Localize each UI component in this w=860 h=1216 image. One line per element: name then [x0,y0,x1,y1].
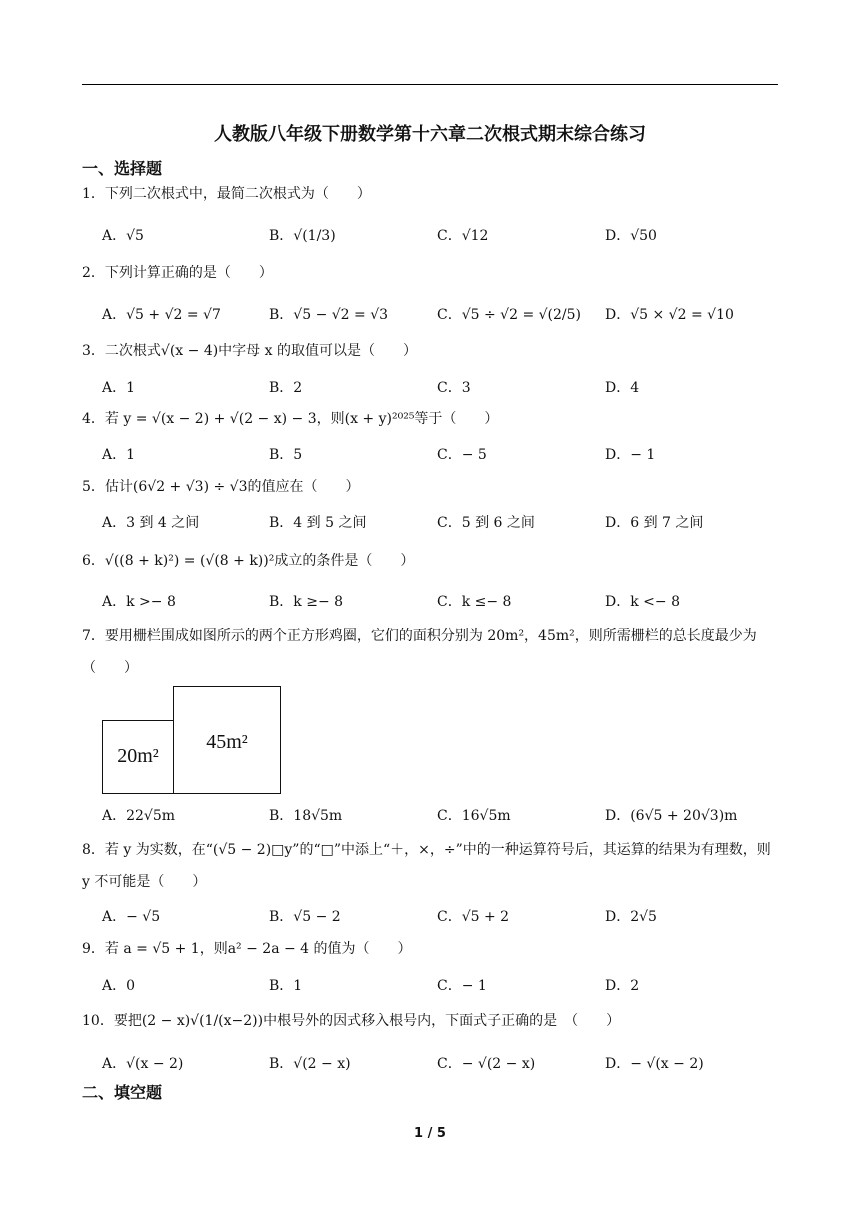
question-4: 4．若 y = √(x − 2) + √(2 − x) − 3，则(x + y)²⁰²⁵等于（ ） [82,411,499,427]
q6-option-c[interactable]: C．k ≤− 8 [437,594,512,610]
q4-option-c[interactable]: C．− 5 [437,447,487,463]
section-heading-fill: 二、填空题 [82,1083,163,1102]
section-heading-choice: 一、选择题 [82,159,163,178]
q2-option-b[interactable]: B．√5 − √2 = √3 [269,307,389,323]
squares-figure [102,686,282,794]
q6-option-d[interactable]: D．k <− 8 [605,594,680,610]
big-square-label: 45m² [206,731,248,753]
q9-option-d[interactable]: D．2 [605,978,640,994]
question-3: 3．二次根式√(x − 4)中字母 x 的取值可以是（ ） [82,343,417,359]
q4-option-a[interactable]: A．1 [102,447,136,463]
question-9: 9．若 a = √5 + 1，则a² − 2a − 4 的值为（ ） [82,941,412,957]
q10-option-d[interactable]: D．− √(x − 2) [605,1056,704,1072]
q3-option-a[interactable]: A．1 [102,380,136,396]
q10-option-a[interactable]: A．√(x − 2) [102,1056,184,1072]
small-square-label: 20m² [117,745,159,767]
question-7: 7．要用栅栏围成如图所示的两个正方形鸡圈，它们的面积分别为 20m²，45m²，则所需栅栏的总长度最少为（ ） [82,628,757,676]
q7-option-b[interactable]: B．18√5m [269,808,343,824]
q2-option-d[interactable]: D．√5 × √2 = √10 [605,307,734,323]
q5-option-c[interactable]: C．5 到 6 之间 [437,515,535,531]
q1-option-d[interactable]: D．√50 [605,228,657,244]
q5-option-d[interactable]: D．6 到 7 之间 [605,515,704,531]
q3-option-c[interactable]: C．3 [437,380,471,396]
q3-option-d[interactable]: D．4 [605,380,640,396]
q5-option-b[interactable]: B．4 到 5 之间 [269,515,367,531]
question-6: 6．√((8 + k)²) = (√(8 + k))²成立的条件是（ ） [82,553,415,569]
q4-option-b[interactable]: B．5 [269,447,303,463]
q8-option-c[interactable]: C．√5 + 2 [437,909,510,925]
question-8: 8．若 y 为实数，在“(√5 − 2)□y”的“□”中添上“＋，×，÷”中的一种运算符号后，其运算的结果为有理数，则 y 不可能是（ ） [82,842,771,890]
q8-option-a[interactable]: A．− √5 [102,909,161,925]
q1-option-a[interactable]: A．√5 [102,228,144,244]
q3-option-b[interactable]: B．2 [269,380,303,396]
q9-option-b[interactable]: B．1 [269,978,303,994]
q6-option-a[interactable]: A．k >− 8 [102,594,176,610]
question-10: 10．要把(2 − x)√(1/(x−2))中根号外的因式移入根号内，下面式子正确的是 （ ） [82,1013,621,1029]
q7-option-c[interactable]: C．16√5m [437,808,511,824]
q5-option-a[interactable]: A．3 到 4 之间 [102,515,200,531]
question-5: 5．估计(6√2 + √3) ÷ √3的值应在（ ） [82,479,360,495]
q7-option-d[interactable]: D．(6√5 + 20√3)m [605,808,738,824]
q4-option-d[interactable]: D．− 1 [605,447,656,463]
q9-option-c[interactable]: C．− 1 [437,978,487,994]
q1-option-c[interactable]: C．√12 [437,228,489,244]
header-rule [82,84,778,85]
big-square [173,686,281,794]
q10-option-b[interactable]: B．√(2 − x) [269,1056,351,1072]
page-indicator: 1 / 5 [414,1126,446,1141]
q1-option-b[interactable]: B．√(1/3) [269,228,336,244]
q2-option-a[interactable]: A．√5 + √2 = √7 [102,307,221,323]
q8-option-b[interactable]: B．√5 − 2 [269,909,341,925]
page-title: 人教版八年级下册数学第十六章二次根式期末综合练习 [214,124,646,145]
q9-option-a[interactable]: A．0 [102,978,136,994]
q10-option-c[interactable]: C．− √(2 − x) [437,1056,536,1072]
q6-option-b[interactable]: B．k ≥− 8 [269,594,344,610]
q2-option-c[interactable]: C．√5 ÷ √2 = √(2/5) [437,307,582,323]
q7-option-a[interactable]: A．22√5m [102,808,176,824]
small-square [102,720,174,794]
question-1: 1．下列二次根式中，最简二次根式为（ ） [82,186,371,202]
question-2: 2．下列计算正确的是（ ） [82,265,273,281]
q8-option-d[interactable]: D．2√5 [605,909,657,925]
